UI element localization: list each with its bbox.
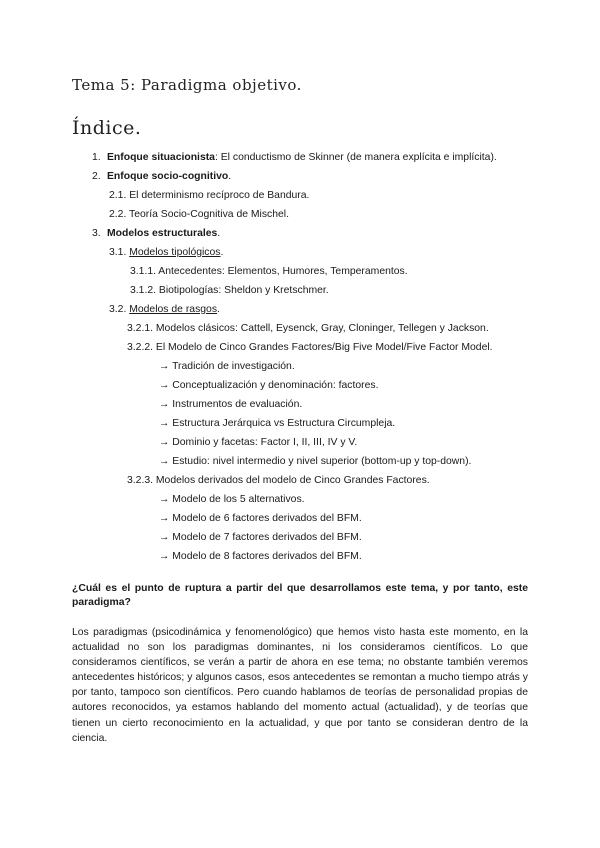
bfm-subitem: → Instrumentos de evaluación. [159,399,303,410]
item-number: 3.2. [109,304,130,315]
derived-subitem: → Modelo de 7 factores derivados del BFM. [159,532,362,543]
index-heading: Índice. [72,117,142,139]
derived-subitem: → Modelo de los 5 alternativos. [159,494,305,505]
item-number: 3. [92,228,101,239]
item-text: . [228,171,232,182]
index-item-2 [92,170,231,183]
item-number: 1. [92,152,101,163]
item-heading: Enfoque socio-cognitivo [107,171,229,182]
index-item-3-2-2: 3.2.2. El Modelo de Cinco Grandes Factores/Big Five Model/Five Factor Model. [127,342,493,353]
index-item-3-1-2: 3.1.2. Biotipologías: Sheldon y Kretschmer. [130,285,329,296]
item-number: 2. [92,171,101,182]
bfm-subitem: → Dominio y facetas: Factor I, II, III, IV y V. [159,437,358,448]
body-paragraph: Los paradigmas (psicodinámica y fenomenológico) que hemos visto hasta este momento, en la actualidad no son los paradigmas dominantes, ni los consideramos científicos. Lo que consideramos científicos, se verán a partir de ahora en ese tema; no obstante también veremos antecedentes históricos; y algunos casos, esos antecedentes se remontan a mucho tiempo atrás y por tanto, tampoco son científicos. Pero cuando hablamos de teorías de personalidad propias de autores reconocidos, ya estamos hablando del momento actual (actualidad), y de teorías que tienen un cierto reconocimiento en la actualidad, y que por tanto se consideran dentro de la ciencia. [72,627,528,744]
index-item-3-1-1: 3.1.1. Antecedentes: Elementos, Humores, Temperamentos. [130,266,408,277]
index-item-3-2-1: 3.2.1. Modelos clásicos: Cattell, Eysenck, Gray, Cloninger, Tellegen y Jackson. [127,323,489,334]
item-heading: Modelos estructurales [107,228,218,239]
bfm-subitem: → Tradición de investigación. [159,361,295,372]
derived-subitem: → Modelo de 6 factores derivados del BFM. [159,513,362,524]
index-item-3-2-3: 3.2.3. Modelos derivados del modelo de Cinco Grandes Factores. [127,475,430,486]
index-item-1 [92,151,497,164]
item-number: 3.1. [109,247,130,258]
item-heading: Modelos tipológicos [129,247,221,258]
item-text: . [220,247,224,258]
item-heading: Modelos de rasgos [129,304,218,315]
index-item-2-2: 2.2. Teoría Socio-Cognitiva de Mischel. [109,209,290,220]
index-item-3-2 [109,303,220,316]
index-item-3 [92,227,220,240]
item-heading: Enfoque situacionista [107,152,215,163]
section-question: ¿Cuál es el punto de ruptura a partir del que desarrollamos este tema, y por tanto, este paradigma? [72,583,528,608]
bfm-subitem: → Conceptualización y denominación: factores. [159,380,379,391]
bfm-subitem: → Estudio: nivel intermedio y nivel superior (bottom-up y top-down). [159,456,472,467]
index-item-3-1 [109,246,223,259]
item-text: . [217,228,221,239]
document-title: Tema 5: Paradigma objetivo. [72,76,302,94]
index-item-2-1: 2.1. El determinismo recíproco de Bandura. [109,190,310,201]
derived-subitem: → Modelo de 8 factores derivados del BFM. [159,551,362,562]
item-text: : El conductismo de Skinner (de manera explícita e implícita). [214,152,497,163]
bfm-subitem: → Estructura Jerárquica vs Estructura Circumpleja. [159,418,396,429]
item-text: . [217,304,220,315]
